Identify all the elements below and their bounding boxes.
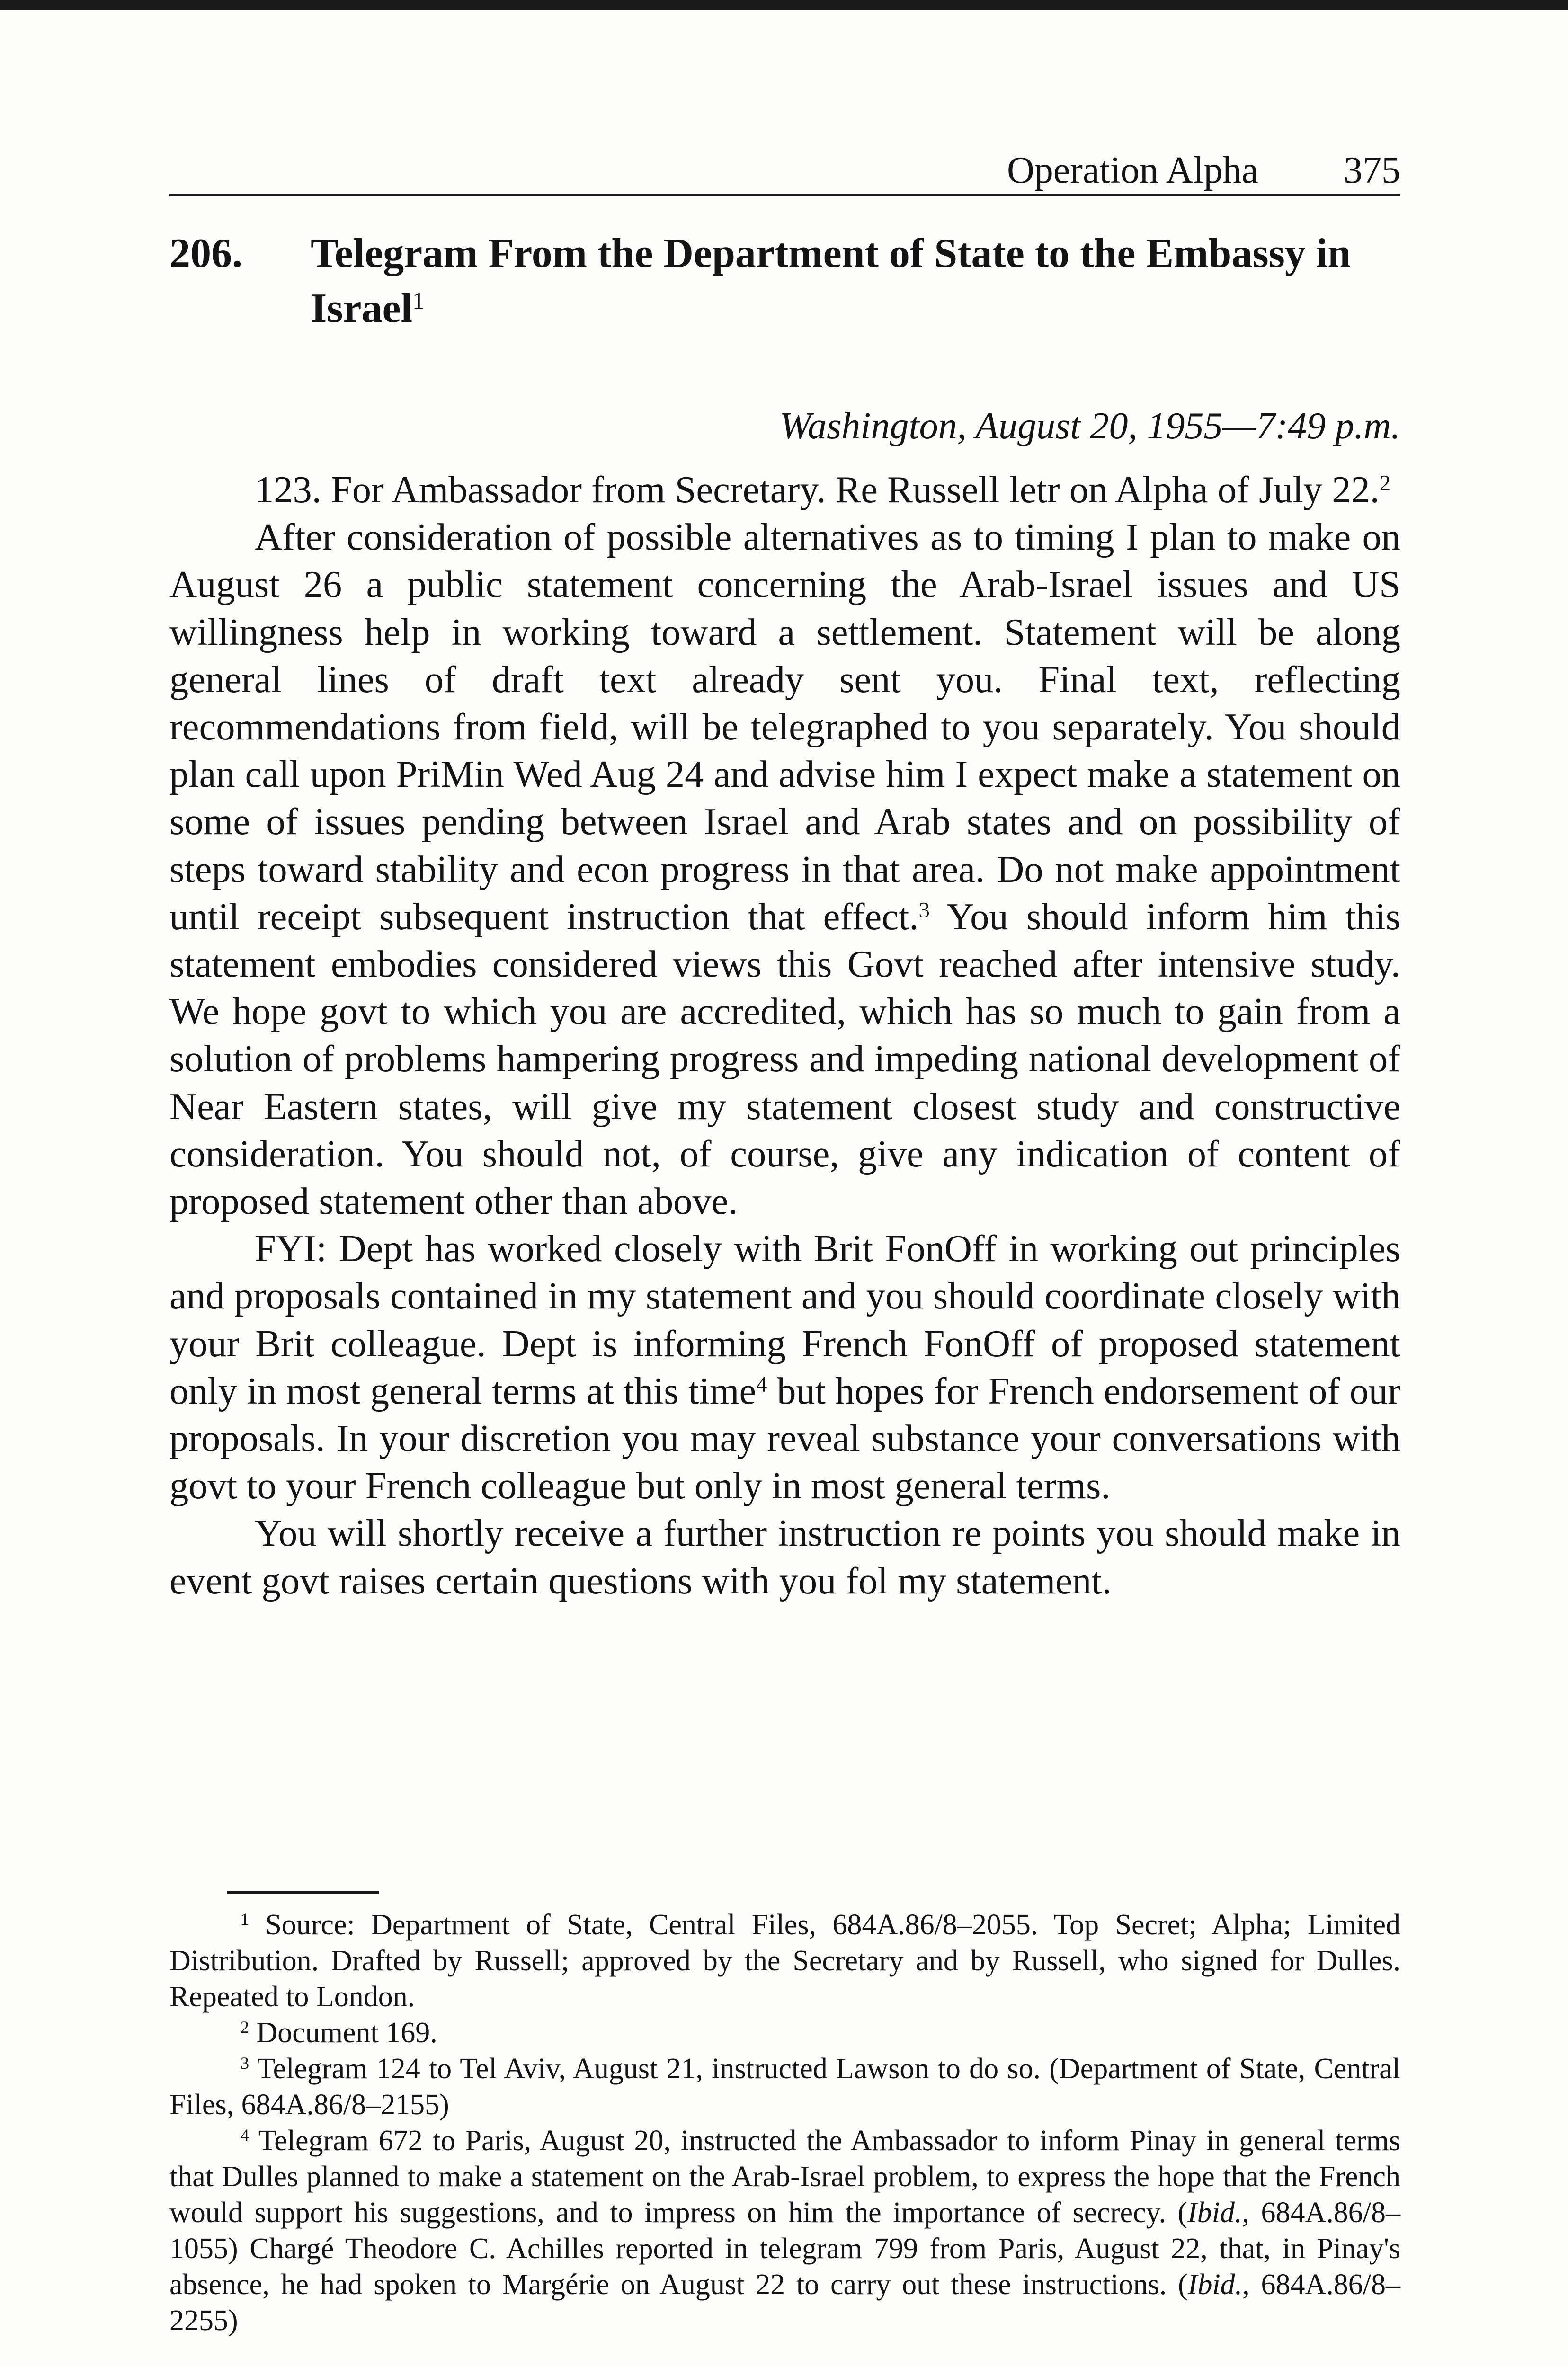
running-head bbox=[169, 141, 1400, 196]
paragraph-4: You will shortly receive a further instruction re points you should make in event govt raises certain questions with you fol my statement. bbox=[169, 1512, 1400, 1602]
footnote-1: $^1$ Source: Department of State, Central Files, 684A.86/8–2055. Top Secret; Alpha; Limited Distribution. Drafted by Russell; approved by the Secretary and by Russell, who signed for Dulles. Repeated to London. bbox=[169, 1909, 1400, 2013]
footnote-divider bbox=[227, 1891, 379, 1894]
footnote-ref-4: 4 bbox=[756, 1372, 767, 1397]
footnotes bbox=[169, 1907, 1400, 2339]
dateline: Washington, August 20, 1955—7:49 p.m. bbox=[779, 405, 1400, 447]
footnote-ref-1: 1 bbox=[412, 287, 425, 314]
paragraph-1: 123. For Ambassador from Secretary. Re Russell letr on Alpha of July 22.$^2$ bbox=[255, 469, 1391, 511]
paragraph-2: After consideration of possible alternatives as to timing I plan to make on August 26 a public statement concerning the Arab-Israel issues and US willingness help in working toward a settlement. Statement will be along general lines of draft text already sent you. Final text, reflecting recommendations from field, will be telegraphed to you separately. You should plan call upon PriMin Wed Aug 24 and advise him I expect make a statement on some of issues pending between Israel and Arab states and on possibility of steps toward stability and econ progress in that area. Do not make appointment until receipt subsequent instruction that effect.$^3$ You should inform him this statement embodies considered views this Govt reached after intensive study. We hope govt to which you are accredited, which has so much to gain from a solution of problems hampering progress and impeding national development of Near Eastern states, will give my statement closest study and constructive consideration. You should not, of course, give any indication of content of proposed statement other than above. bbox=[169, 516, 1401, 1223]
footnote-3: $^3$ Telegram 124 to Tel Aviv, August 21, instructed Lawson to do so. (Department of State, Central Files, 684A.86/8–2155) bbox=[169, 2053, 1400, 2121]
footnote-ref-2: 2 bbox=[1379, 471, 1391, 496]
footnote-2: $^2$ Document 169. bbox=[241, 2017, 437, 2049]
telegram-body bbox=[169, 466, 1400, 1605]
paragraph-3: FYI: Dept has worked closely with Brit FonOff in working out principles and proposals contained in my statement and you should coordinate closely with your Brit colleague. Dept is informing French FonOff of proposed statement only in most general terms at this time$^4$ but hopes for French endorsement of our proposals. In your discretion you may reveal substance your conversations with govt to your French colleague but only in most general terms. bbox=[169, 1228, 1400, 1507]
footnote-4: $^4$ Telegram 672 to Paris, August 20, instructed the Ambassador to inform Pinay in general terms that Dulles planned to make a statement on the Arab-Israel problem, to express the hope that the French would support his suggestions, and to impress on him the importance of secrecy. (Ibid., 684A.86/8–1055) Chargé Theodore C. Achilles reported in telegram 799 from Paris, August 22, that, in Pinay's absence, he had spoken to Margérie on August 22 to carry out these instructions. (Ibid., 684A.86/8–2255) bbox=[169, 2125, 1401, 2337]
document-number: 206. bbox=[169, 231, 242, 276]
document-title bbox=[311, 226, 1399, 336]
footnote-ref-3: 3 bbox=[918, 898, 930, 923]
scan-top-edge bbox=[0, 0, 1568, 10]
running-head-title: Operation Alpha bbox=[1007, 150, 1258, 191]
document-title-text: Telegram From the Department of State to the Embassy in Israel bbox=[311, 231, 1351, 331]
page-number: 375 bbox=[1344, 150, 1400, 191]
